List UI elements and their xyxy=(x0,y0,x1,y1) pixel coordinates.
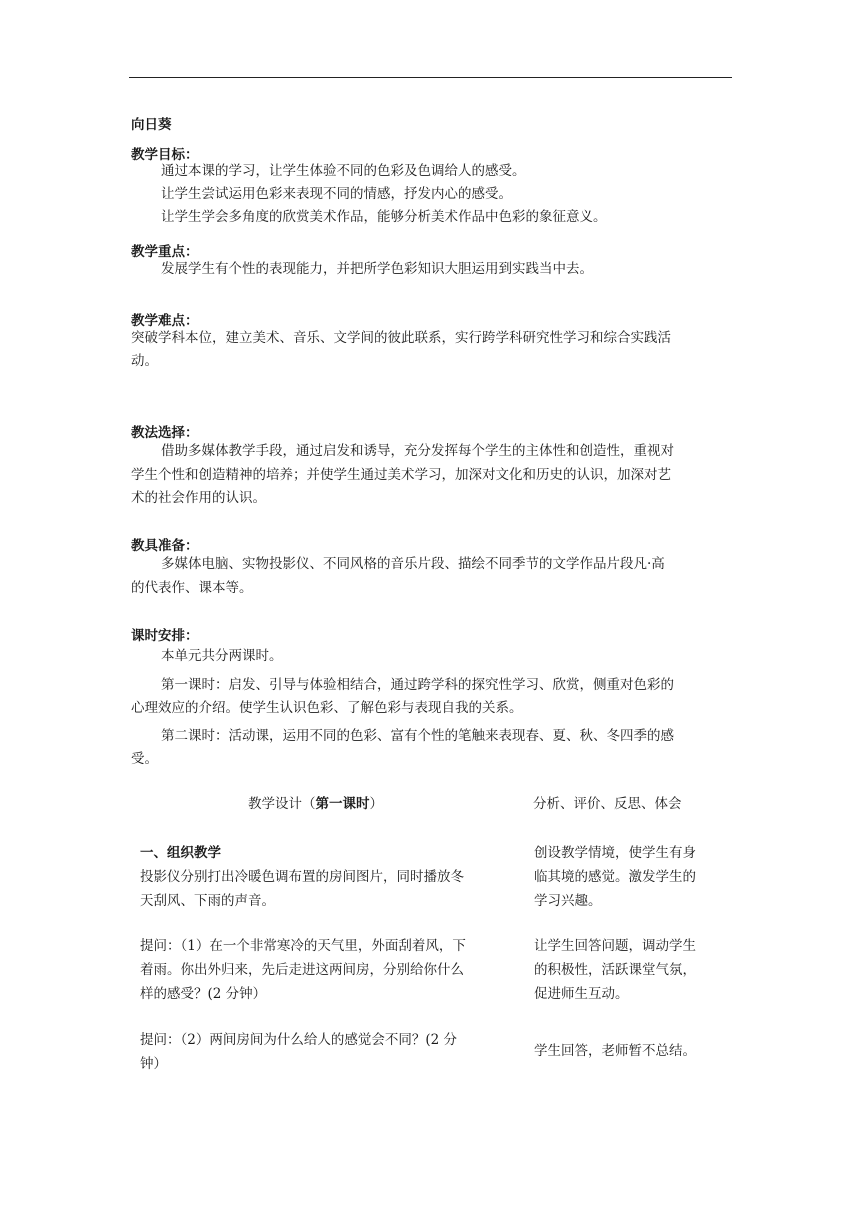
row-title: 一、组织教学 xyxy=(140,845,221,861)
comment-line: 学习兴趣。 xyxy=(534,893,602,909)
schedule-first: 心理效应的介绍。使学生认识色彩、了解色彩与表现自我的关系。 xyxy=(131,700,523,716)
row-text: 样的感受？(2 分钟） xyxy=(140,986,267,1002)
comment-line: 创设教学情境，使学生有身 xyxy=(534,845,696,861)
objective-item: 通过本课的学习，让学生体验不同的色彩及色调给人的感受。 xyxy=(161,163,526,179)
tools-heading: 教具准备： xyxy=(131,538,199,554)
difficulties-line: 突破学科本位，建立美术、音乐、文学间的彼此联系，实行跨学科研究性学习和综合实践活 xyxy=(131,330,671,346)
table-row xyxy=(140,934,515,1006)
row-comment xyxy=(534,1039,724,1063)
comment-line: 临其境的感觉。激发学生的 xyxy=(534,869,696,885)
objective-item: 让学生学会多角度的欣赏美术作品，能够分析美术作品中色彩的象征意义。 xyxy=(161,209,607,225)
row-text: 天刮风、下雨的声音。 xyxy=(140,893,275,909)
comment-line: 促进师生互动。 xyxy=(534,986,629,1002)
schedule-second: 受。 xyxy=(131,751,158,767)
table-row xyxy=(140,841,515,913)
methods-line: 术的社会作用的认识。 xyxy=(131,490,266,506)
table-header-prefix: 教学设计（ xyxy=(248,796,316,812)
comment-line: 让学生回答问题，调动学生 xyxy=(534,938,696,954)
key-points-text: 发展学生有个性的表现能力，并把所学色彩知识大胆运用到实践当中去。 xyxy=(161,261,593,277)
methods-line: 学生个性和创造精神的培养；并使学生通过美术学习，加深对文化和历史的认识，加深对艺 xyxy=(131,467,671,483)
schedule-second: 第二课时：活动课，运用不同的色彩、富有个性的笔触来表现春、夏、秋、冬四季的感 xyxy=(161,728,674,744)
row-text: 提问：（2）两间房间为什么给人的感觉会不同？(2 分 xyxy=(140,1032,457,1048)
schedule-first: 第一课时：启发、引导与体验相结合，通过跨学科的探究性学习、欣赏，侧重对色彩的 xyxy=(161,677,674,693)
schedule-heading: 课时安排： xyxy=(131,628,199,644)
table-header-right: 分析、评价、反思、体会 xyxy=(533,796,682,812)
difficulties-heading: 教学难点： xyxy=(131,313,199,329)
table-header-session: 第一课时 xyxy=(315,796,370,812)
key-points-heading: 教学重点： xyxy=(131,244,199,260)
schedule-intro: 本单元共分两课时。 xyxy=(161,648,283,664)
page-title: 向日葵 xyxy=(131,117,172,133)
comment-line: 的积极性，活跃课堂气氛， xyxy=(534,962,696,978)
tools-line: 多媒体电脑、实物投影仪、不同风格的音乐片段、描绘不同季节的文学作品片段凡·高 xyxy=(161,556,665,572)
comment-line: 学生回答，老师暂不总结。 xyxy=(534,1043,696,1059)
methods-heading: 教法选择： xyxy=(131,425,199,441)
tools-line: 的代表作、课本等。 xyxy=(131,580,253,596)
methods-line: 借助多媒体教学手段，通过启发和诱导，充分发挥每个学生的主体性和创造性，重视对 xyxy=(161,443,674,459)
row-text: 提问：（1）在一个非常寒冷的天气里，外面刮着风，下 xyxy=(140,938,466,954)
objective-item: 让学生尝试运用色彩来表现不同的情感，抒发内心的感受。 xyxy=(161,186,512,202)
row-text: 着雨。你出外归来，先后走进这两间房，分别给你什么 xyxy=(140,962,464,978)
table-row xyxy=(140,1028,515,1076)
objectives-heading: 教学目标： xyxy=(131,147,199,163)
row-text: 钟） xyxy=(140,1056,167,1072)
row-comment xyxy=(534,934,724,1006)
row-text: 投影仪分别打出冷暖色调布置的房间图片，同时播放冬 xyxy=(140,869,464,885)
table-header-left xyxy=(248,792,383,816)
header-rule xyxy=(129,77,732,78)
table-header-suffix: ） xyxy=(369,796,383,812)
difficulties-line: 动。 xyxy=(131,353,158,369)
row-comment xyxy=(534,841,724,913)
